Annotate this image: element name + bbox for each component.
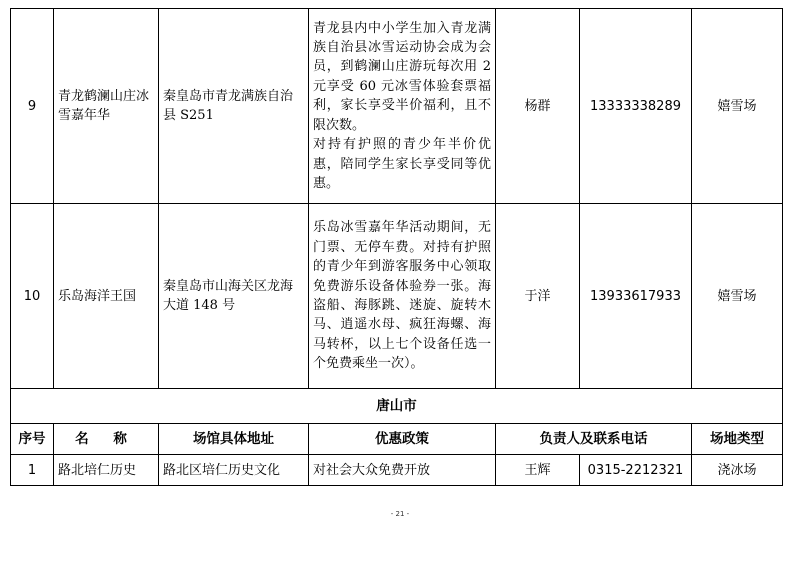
table-row-1 [11, 455, 783, 486]
venue-policy [309, 204, 496, 389]
venue-address: 秦皇岛市青龙满族自治县 S251 [159, 9, 309, 204]
venue-type: 嬉雪场 [692, 204, 783, 389]
table-row-10 [11, 204, 783, 389]
header-type: 场地类型 [692, 424, 783, 455]
header-no: 序号 [11, 424, 54, 455]
header-row [11, 424, 783, 455]
policy-paragraph: 对持有护照的青少年半价优惠，陪同学生家长享受同等优惠。 [313, 137, 491, 191]
header-address: 场馆具体地址 [159, 424, 309, 455]
venue-table [10, 8, 783, 486]
header-name: 名 称 [54, 424, 159, 455]
venue-type: 嬉雪场 [692, 9, 783, 204]
venue-name: 青龙鹤澜山庄冰雪嘉年华 [54, 9, 159, 204]
venue-type: 浇冰场 [692, 455, 783, 486]
contact-person: 王辉 [496, 455, 580, 486]
contact-person: 杨群 [496, 9, 580, 204]
venue-address: 秦皇岛市山海关区龙海大道 148 号 [159, 204, 309, 389]
venue-name: 路北培仁历史 [54, 455, 159, 486]
city-section-row [11, 389, 783, 424]
city-heading: 唐山市 [11, 389, 783, 424]
policy-paragraph: 乐岛冰雪嘉年华活动期间，无门票、无停车费。对持有护照的青少年到游客服务中心领取免费游乐设备体验券一张。海盗船、海豚跳、迷旋、旋转木马、逍遥水母、疯狂海螺、海马转杯，以上七个设备任选一个免费乘坐一次）。 [313, 220, 491, 372]
venue-policy: 对社会大众免费开放 [309, 455, 496, 486]
contact-phone: 13333338289 [580, 9, 692, 204]
contact-person: 于洋 [496, 204, 580, 389]
table-row-9 [11, 9, 783, 204]
venue-policy [309, 9, 496, 204]
row-number: 1 [11, 455, 54, 486]
contact-phone: 13933617933 [580, 204, 692, 389]
row-number: 10 [11, 204, 54, 389]
venue-name: 乐岛海洋王国 [54, 204, 159, 389]
header-contact: 负责人及联系电话 [496, 424, 692, 455]
venue-address: 路北区培仁历史文化 [159, 455, 309, 486]
policy-paragraph: 青龙县内中小学生加入青龙满族自治县冰雪运动协会成为会员，到鹤澜山庄游玩每次用 2 元享受 60 元冰雪体验套票福利，家长享受半价福利，且不限次数。 [313, 20, 491, 133]
contact-phone: 0315-2212321 [580, 455, 692, 486]
header-policy: 优惠政策 [309, 424, 496, 455]
page-number: - 21 - [390, 510, 410, 518]
row-number: 9 [11, 9, 54, 204]
